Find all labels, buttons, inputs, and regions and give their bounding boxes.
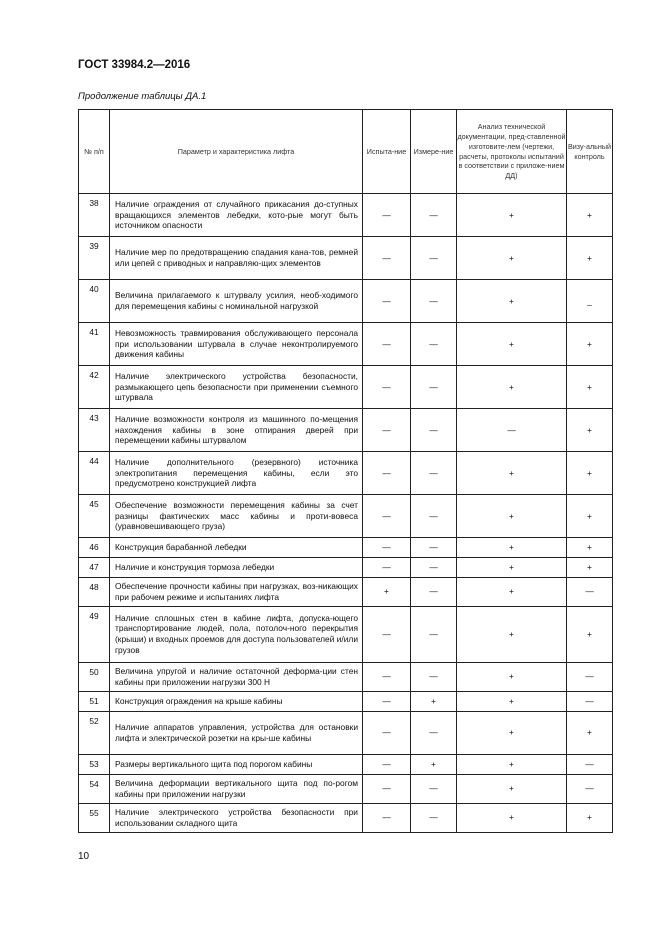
cell-num: 52 <box>79 711 110 754</box>
requirements-table <box>78 109 613 833</box>
cell-num: 53 <box>79 754 110 774</box>
cell-param: Размеры вертикального щита под порогом кабины <box>110 754 363 774</box>
cell-param: Наличие дополнительного (резервного) источника электропитания перемещения кабины, если это предусмотрено конструкцией лифта <box>110 452 363 495</box>
cell-param: Конструкция ограждения на крыше кабины <box>110 691 363 711</box>
cell-visual: + <box>567 558 613 578</box>
cell-num: 51 <box>79 691 110 711</box>
page-number: 10 <box>78 851 90 862</box>
header-visual: Визу-альный контроль <box>567 110 613 194</box>
cell-analysis: + <box>457 606 567 662</box>
cell-analysis: + <box>457 558 567 578</box>
cell-param: Обеспечение прочности кабины при нагрузках, воз-никающих при рабочем режиме и испытаниях лифта <box>110 578 363 607</box>
cell-num: 39 <box>79 237 110 280</box>
cell-visual: + <box>567 803 613 832</box>
cell-param: Величина деформации вертикального щита под по-рогом кабины при приложении нагрузки <box>110 774 363 803</box>
cell-analysis: + <box>457 323 567 366</box>
cell-measure: — <box>411 578 457 607</box>
cell-measure: + <box>411 754 457 774</box>
cell-param: Наличие и конструкция тормоза лебедки <box>110 558 363 578</box>
cell-num: 40 <box>79 280 110 323</box>
cell-num: 46 <box>79 538 110 558</box>
table-row <box>79 237 613 280</box>
cell-num: 55 <box>79 803 110 832</box>
table-row <box>79 452 613 495</box>
cell-test: — <box>363 237 411 280</box>
cell-measure: — <box>411 606 457 662</box>
cell-visual: + <box>567 711 613 754</box>
cell-measure: — <box>411 280 457 323</box>
cell-analysis: + <box>457 754 567 774</box>
cell-num: 38 <box>79 194 110 237</box>
cell-test: + <box>363 578 411 607</box>
cell-test: — <box>363 280 411 323</box>
cell-param: Величина прилагаемого к штурвалу усилия, необ-ходимого для перемещения кабины с номинальной нагрузкой <box>110 280 363 323</box>
table-row <box>79 194 613 237</box>
cell-measure: — <box>411 774 457 803</box>
table-caption: Продолжение таблицы ДА.1 <box>78 91 207 102</box>
cell-measure: — <box>411 711 457 754</box>
cell-measure: + <box>411 691 457 711</box>
cell-param: Наличие мер по предотвращению спадания кана-тов, ремней или цепей с приводных и направляю-щих элементов <box>110 237 363 280</box>
cell-measure: — <box>411 452 457 495</box>
cell-param: Наличие аппаратов управления, устройства для остановки лифта и электрической розетки на кры-ше кабины <box>110 711 363 754</box>
cell-test: — <box>363 803 411 832</box>
cell-visual: + <box>567 237 613 280</box>
cell-num: 42 <box>79 366 110 409</box>
cell-num: 45 <box>79 495 110 538</box>
cell-measure: — <box>411 803 457 832</box>
cell-measure: — <box>411 237 457 280</box>
cell-param: Конструкция барабанной лебедки <box>110 538 363 558</box>
header-num: № п/п <box>79 110 110 194</box>
cell-analysis: + <box>457 578 567 607</box>
cell-param: Невозможность травмирования обслуживающего персонала при использовании штурвала в случае неконтролируемого движения кабины <box>110 323 363 366</box>
cell-test: — <box>363 495 411 538</box>
header-param: Параметр и характеристика лифта <box>110 110 363 194</box>
cell-param: Наличие сплошных стен в кабине лифта, допуска-ющего транспортирование людей, пола, потолоч-ного перекрытия (крыши) и входных проемов для доступа пользователей и/или грузов <box>110 606 363 662</box>
cell-test: — <box>363 754 411 774</box>
cell-test: — <box>363 452 411 495</box>
table-header-row <box>79 110 613 194</box>
header-measure: Измере-ние <box>411 110 457 194</box>
cell-analysis: + <box>457 803 567 832</box>
table-row <box>79 606 613 662</box>
cell-test: — <box>363 662 411 691</box>
cell-param: Наличие электрического устройства безопасности, размыкающего цепь безопасности при применении съемного штурвала <box>110 366 363 409</box>
cell-visual: — <box>567 774 613 803</box>
cell-visual: + <box>567 194 613 237</box>
cell-measure: — <box>411 323 457 366</box>
cell-visual: — <box>567 691 613 711</box>
cell-visual: + <box>567 366 613 409</box>
cell-test: — <box>363 558 411 578</box>
cell-num: 43 <box>79 409 110 452</box>
table-row <box>79 495 613 538</box>
cell-num: 48 <box>79 578 110 607</box>
cell-num: 41 <box>79 323 110 366</box>
cell-measure: — <box>411 194 457 237</box>
cell-num: 47 <box>79 558 110 578</box>
cell-analysis: + <box>457 237 567 280</box>
cell-test: — <box>363 711 411 754</box>
table-row <box>79 774 613 803</box>
cell-measure: — <box>411 366 457 409</box>
cell-visual: + <box>567 409 613 452</box>
cell-analysis: — <box>457 409 567 452</box>
cell-visual: _ <box>567 280 613 323</box>
cell-param: Величина упругой и наличие остаточной деформа-ции стен кабины при приложении нагрузки 300 Н <box>110 662 363 691</box>
table-row <box>79 558 613 578</box>
table-row <box>79 711 613 754</box>
document-title: ГОСТ 33984.2—2016 <box>78 59 191 71</box>
cell-visual: + <box>567 495 613 538</box>
cell-param: Наличие электрического устройства безопасности при использовании складного щита <box>110 803 363 832</box>
table-row <box>79 323 613 366</box>
cell-analysis: + <box>457 662 567 691</box>
cell-test: — <box>363 194 411 237</box>
cell-visual: + <box>567 323 613 366</box>
cell-num: 49 <box>79 606 110 662</box>
cell-visual: — <box>567 662 613 691</box>
cell-measure: — <box>411 495 457 538</box>
cell-test: — <box>363 366 411 409</box>
cell-test: — <box>363 409 411 452</box>
cell-analysis: + <box>457 691 567 711</box>
cell-num: 44 <box>79 452 110 495</box>
cell-measure: — <box>411 538 457 558</box>
cell-num: 50 <box>79 662 110 691</box>
cell-measure: — <box>411 662 457 691</box>
table-row <box>79 803 613 832</box>
cell-num: 54 <box>79 774 110 803</box>
cell-analysis: + <box>457 452 567 495</box>
table-row <box>79 366 613 409</box>
cell-test: — <box>363 323 411 366</box>
cell-param: Наличие ограждения от случайного прикасания до-ступных вращающихся элементов лебедки, кото-рые могут быть источником опасности <box>110 194 363 237</box>
cell-analysis: + <box>457 495 567 538</box>
table-row <box>79 280 613 323</box>
cell-test: — <box>363 606 411 662</box>
table-row <box>79 691 613 711</box>
cell-test: — <box>363 538 411 558</box>
cell-visual: — <box>567 754 613 774</box>
header-analysis: Анализ технической документации, пред-ставленной изготовите-лем (чертежи, расчеты, протоколы испытаний в соответствии с приложе-нием ДД) <box>457 110 567 194</box>
cell-analysis: + <box>457 538 567 558</box>
table-row <box>79 409 613 452</box>
cell-analysis: + <box>457 280 567 323</box>
table-row <box>79 662 613 691</box>
cell-analysis: + <box>457 366 567 409</box>
cell-analysis: + <box>457 194 567 237</box>
header-test: Испыта-ние <box>363 110 411 194</box>
table-row <box>79 538 613 558</box>
cell-analysis: + <box>457 774 567 803</box>
cell-test: — <box>363 691 411 711</box>
table-row <box>79 754 613 774</box>
cell-analysis: + <box>457 711 567 754</box>
table-row <box>79 578 613 607</box>
cell-visual: — <box>567 578 613 607</box>
cell-visual: + <box>567 538 613 558</box>
cell-visual: + <box>567 606 613 662</box>
cell-visual: + <box>567 452 613 495</box>
cell-param: Обеспечение возможности перемещения кабины за счет разницы фактических масс кабины и проти-вовеса (уравновешивающего груза) <box>110 495 363 538</box>
cell-param: Наличие возможности контроля из машинного по-мещения нахождения кабины в зоне отпирания дверей при перемещении кабины штурвалом <box>110 409 363 452</box>
cell-measure: — <box>411 558 457 578</box>
table-body <box>79 194 613 833</box>
cell-test: — <box>363 774 411 803</box>
cell-measure: — <box>411 409 457 452</box>
